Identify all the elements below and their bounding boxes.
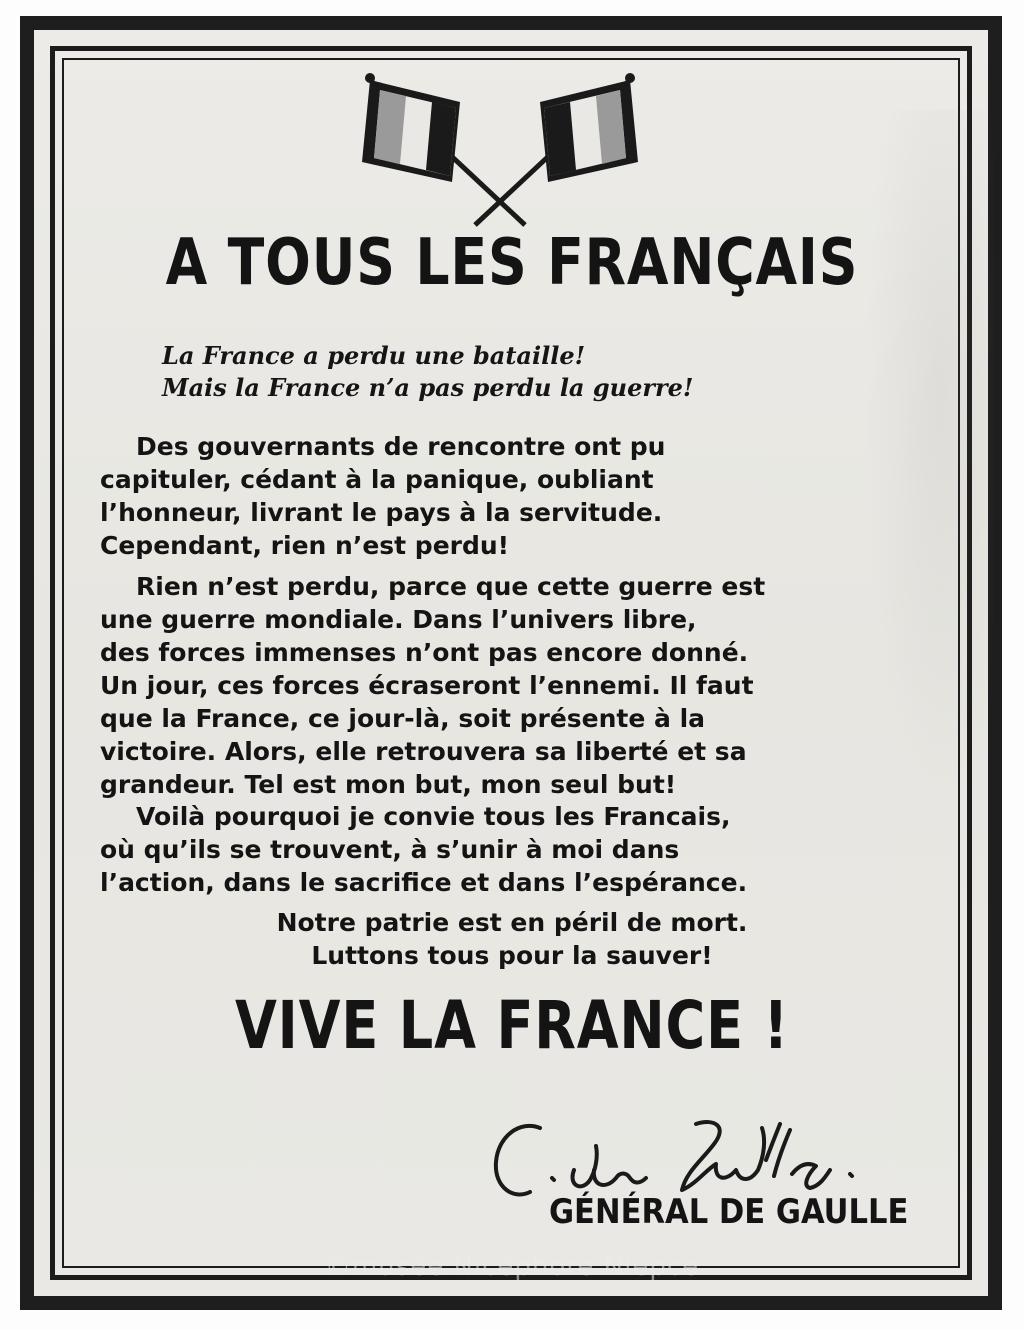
paragraph-1-line-1: Des gouvernants de rencontre ont pu <box>136 432 666 461</box>
left-flag <box>362 80 460 182</box>
paragraph-3-line-1: Voilà pourquoi je convie tous les Francais, <box>136 802 731 831</box>
paragraph-3 <box>100 800 890 899</box>
paragraph-2-line-3: des forces immenses n’ont pas encore donné. <box>100 638 749 667</box>
general-de-gaulle-name: GÉNÉRAL DE GAULLE <box>548 1192 908 1232</box>
paragraph-2-line-5: que la France, ce jour-là, soit présente à la <box>100 704 706 733</box>
poster-title: A TOUS LES FRANÇAIS <box>165 226 859 300</box>
paragraph-3-line-3: l’action, dans le sacrifice et dans l’espérance. <box>100 868 748 897</box>
paragraph-1 <box>100 430 890 562</box>
paragraph-1-line-2: capituler, cédant à la panique, oubliant <box>100 465 654 494</box>
paragraph-2-line-2: une guerre mondiale. Dans l’univers libre, <box>100 605 697 634</box>
poster-subtitle <box>162 340 693 404</box>
museum-watermark: ©musée Nicéphore Niépce <box>324 1252 700 1282</box>
closing-lines <box>0 906 1024 972</box>
paragraph-2-line-1: Rien n’est perdu, parce que cette guerre est <box>136 572 766 601</box>
subtitle-line-1: La France a perdu une bataille! <box>162 341 586 370</box>
closing-line-2: Luttons tous pour la sauver! <box>311 941 713 970</box>
right-flag <box>540 80 638 182</box>
paragraph-2-line-6: victoire. Alors, elle retrouvera sa liberté et sa <box>100 737 747 766</box>
vive-la-france-heading: VIVE LA FRANCE ! <box>234 987 790 1064</box>
paragraph-2-line-4: Un jour, ces forces écraseront l’ennemi. Il faut <box>100 671 754 700</box>
paragraph-2 <box>100 570 890 801</box>
closing-line-1: Notre patrie est en péril de mort. <box>276 908 748 937</box>
paragraph-3-line-2: où qu’ils se trouvent, à s’unir à moi dans <box>100 835 680 864</box>
crossed-flags-icon <box>340 60 660 230</box>
paragraph-1-line-3: l’honneur, livrant le pays à la servitude. <box>100 498 663 527</box>
subtitle-line-2: Mais la France n’a pas perdu la guerre! <box>162 373 694 402</box>
paragraph-1-line-4: Cependant, rien n’est perdu! <box>100 531 510 560</box>
paragraph-2-line-7: grandeur. Tel est mon but, mon seul but! <box>100 770 677 799</box>
